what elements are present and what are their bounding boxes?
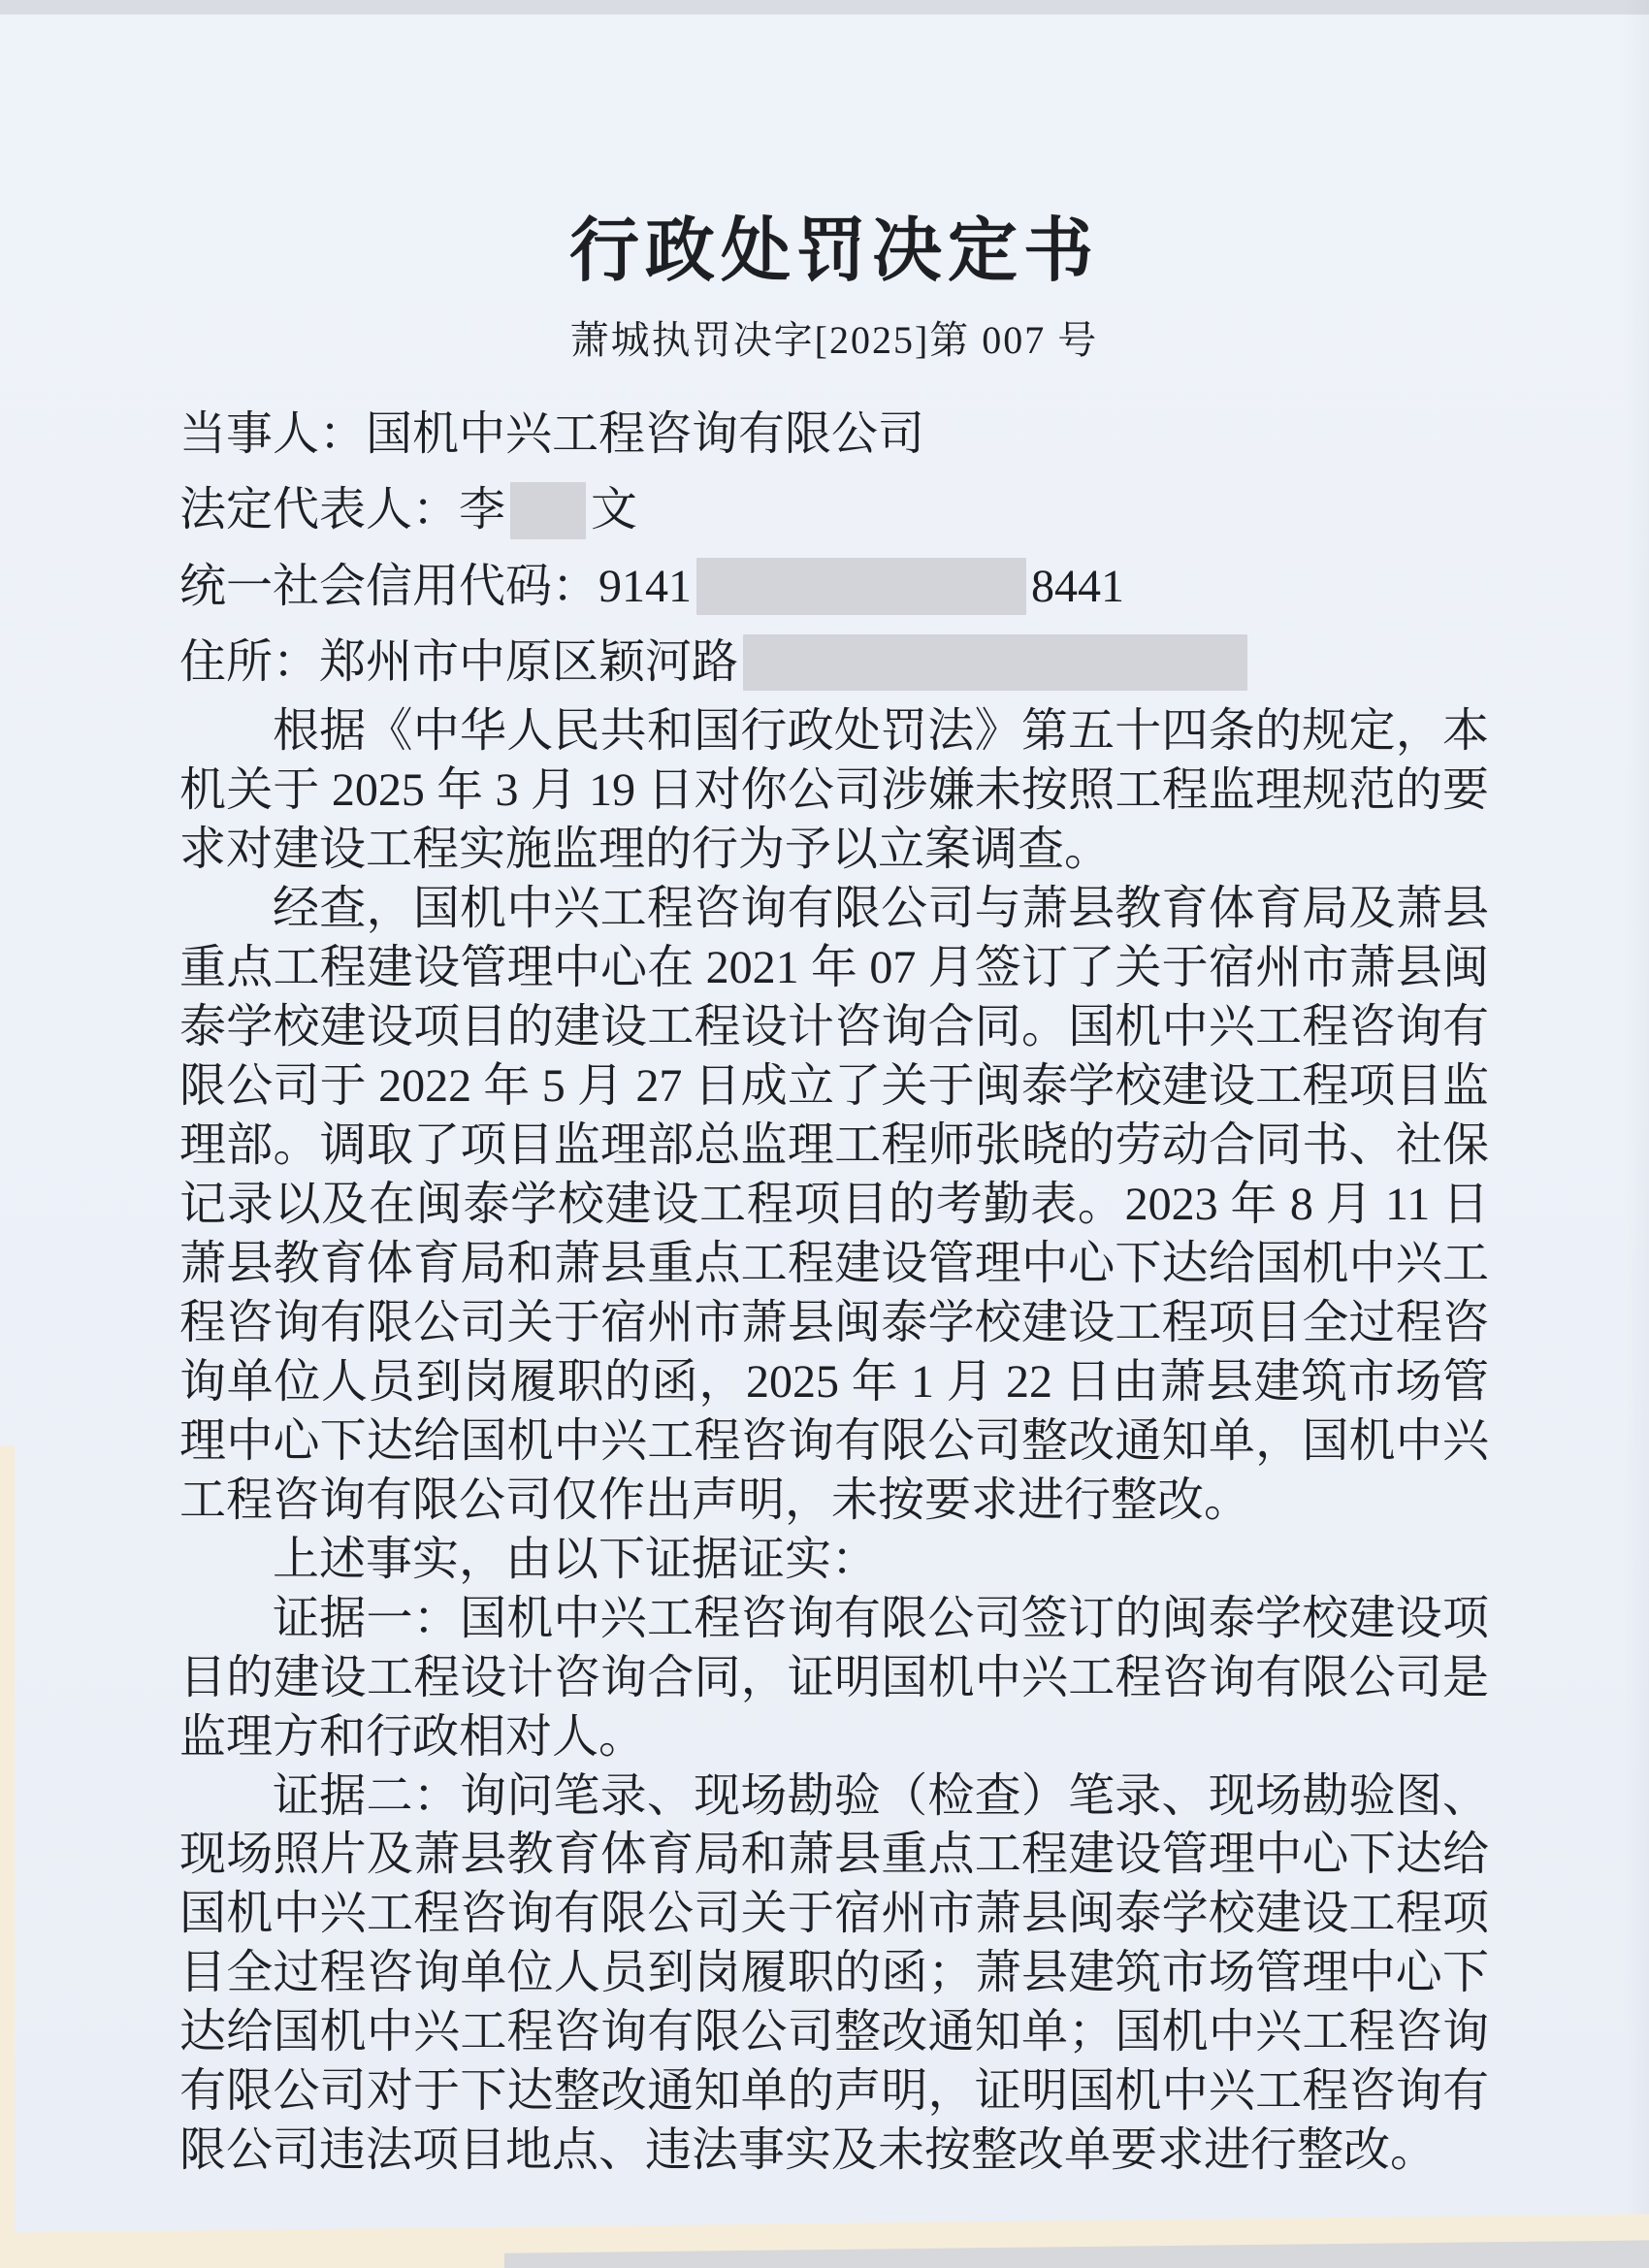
redaction-block — [510, 482, 586, 539]
scan-edge-right — [1624, 0, 1649, 2268]
document-body — [179, 0, 1489, 2181]
paragraph: 证据二：询问笔录、现场勘验（检查）笔录、现场勘验图、现场照片及萧县教育体育局和萧县重点工程建设管理中心下达给国机中兴工程咨询有限公司关于宿州市萧县闽泰学校建设工程项目全过程咨询单位人员到岗履职的函；萧县建筑市场管理中心下达给国机中兴工程咨询有限公司整改通知单；国机中兴工程咨询有限公司对于下达整改通知单的声明，证明国机中兴工程咨询有限公司违法项目地点、违法事实及未按整改单要求进行整改。 — [179, 1769, 1489, 2177]
info-text: 当事人：国机中兴工程咨询有限公司 — [179, 407, 925, 460]
paragraph: 证据一：国机中兴工程咨询有限公司签订的闽泰学校建设项目的建设工程设计咨询合同，证明国机中兴工程咨询有限公司是监理方和行政相对人。 — [179, 1592, 1489, 1763]
info-line — [179, 557, 1489, 617]
info-text: 文 — [591, 484, 638, 536]
info-line — [179, 632, 1489, 693]
info-line — [179, 480, 1489, 540]
redaction-block — [696, 558, 1026, 615]
info-line — [179, 405, 1489, 465]
party-info-section — [179, 405, 1489, 694]
info-text: 统一社会信用代码：9141 — [179, 560, 693, 612]
info-text: 8441 — [1031, 560, 1125, 612]
scan-edge-left — [0, 1445, 15, 2268]
document-number: 萧城执罚决字[2025]第 007 号 — [569, 317, 1099, 362]
info-text: 住所：郑州市中原区颖河路 — [179, 635, 739, 688]
paragraph: 根据《中华人民共和国行政处罚法》第五十四条的规定，本机关于 2025 年 3 月 19 日对你公司涉嫌未按照工程监理规范的要求对建设工程实施监理的行为予以立案调查。 — [179, 705, 1489, 876]
paragraph: 上述事实，由以下证据证实： — [273, 1533, 879, 1585]
info-text: 法定代表人：李 — [179, 484, 506, 536]
redaction-block — [743, 634, 1247, 692]
paragraphs-section — [179, 702, 1489, 2181]
document-title: 行政处罚决定书 — [568, 212, 1099, 290]
paragraph: 经查，国机中兴工程咨询有限公司与萧县教育体育局及萧县重点工程建设管理中心在 2021 年 07 月签订了关于宿州市萧县闽泰学校建设项目的建设工程设计咨询合同。国机中兴工程咨询有限公司于 2022 年 5 月 27 日成立了关于闽泰学校建设工程项目监理部。调取了项目监理部总监理工程师张晓的劳动合同书、社保记录以及在闽泰学校建设工程项目的考勤表。2023 年 8 月 11 日萧县教育体育局和萧县重点工程建设管理中心下达给国机中兴工程咨询有限公司关于宿州市萧县闽泰学校建设工程项目全过程咨询单位人员到岗履职的函，2025 年 1 月 22 日由萧县建筑市场管理中心下达给国机中兴工程咨询有限公司整改通知单，国机中兴工程咨询有限公司仅作出声明，未按要求进行整改。 — [179, 883, 1489, 1526]
